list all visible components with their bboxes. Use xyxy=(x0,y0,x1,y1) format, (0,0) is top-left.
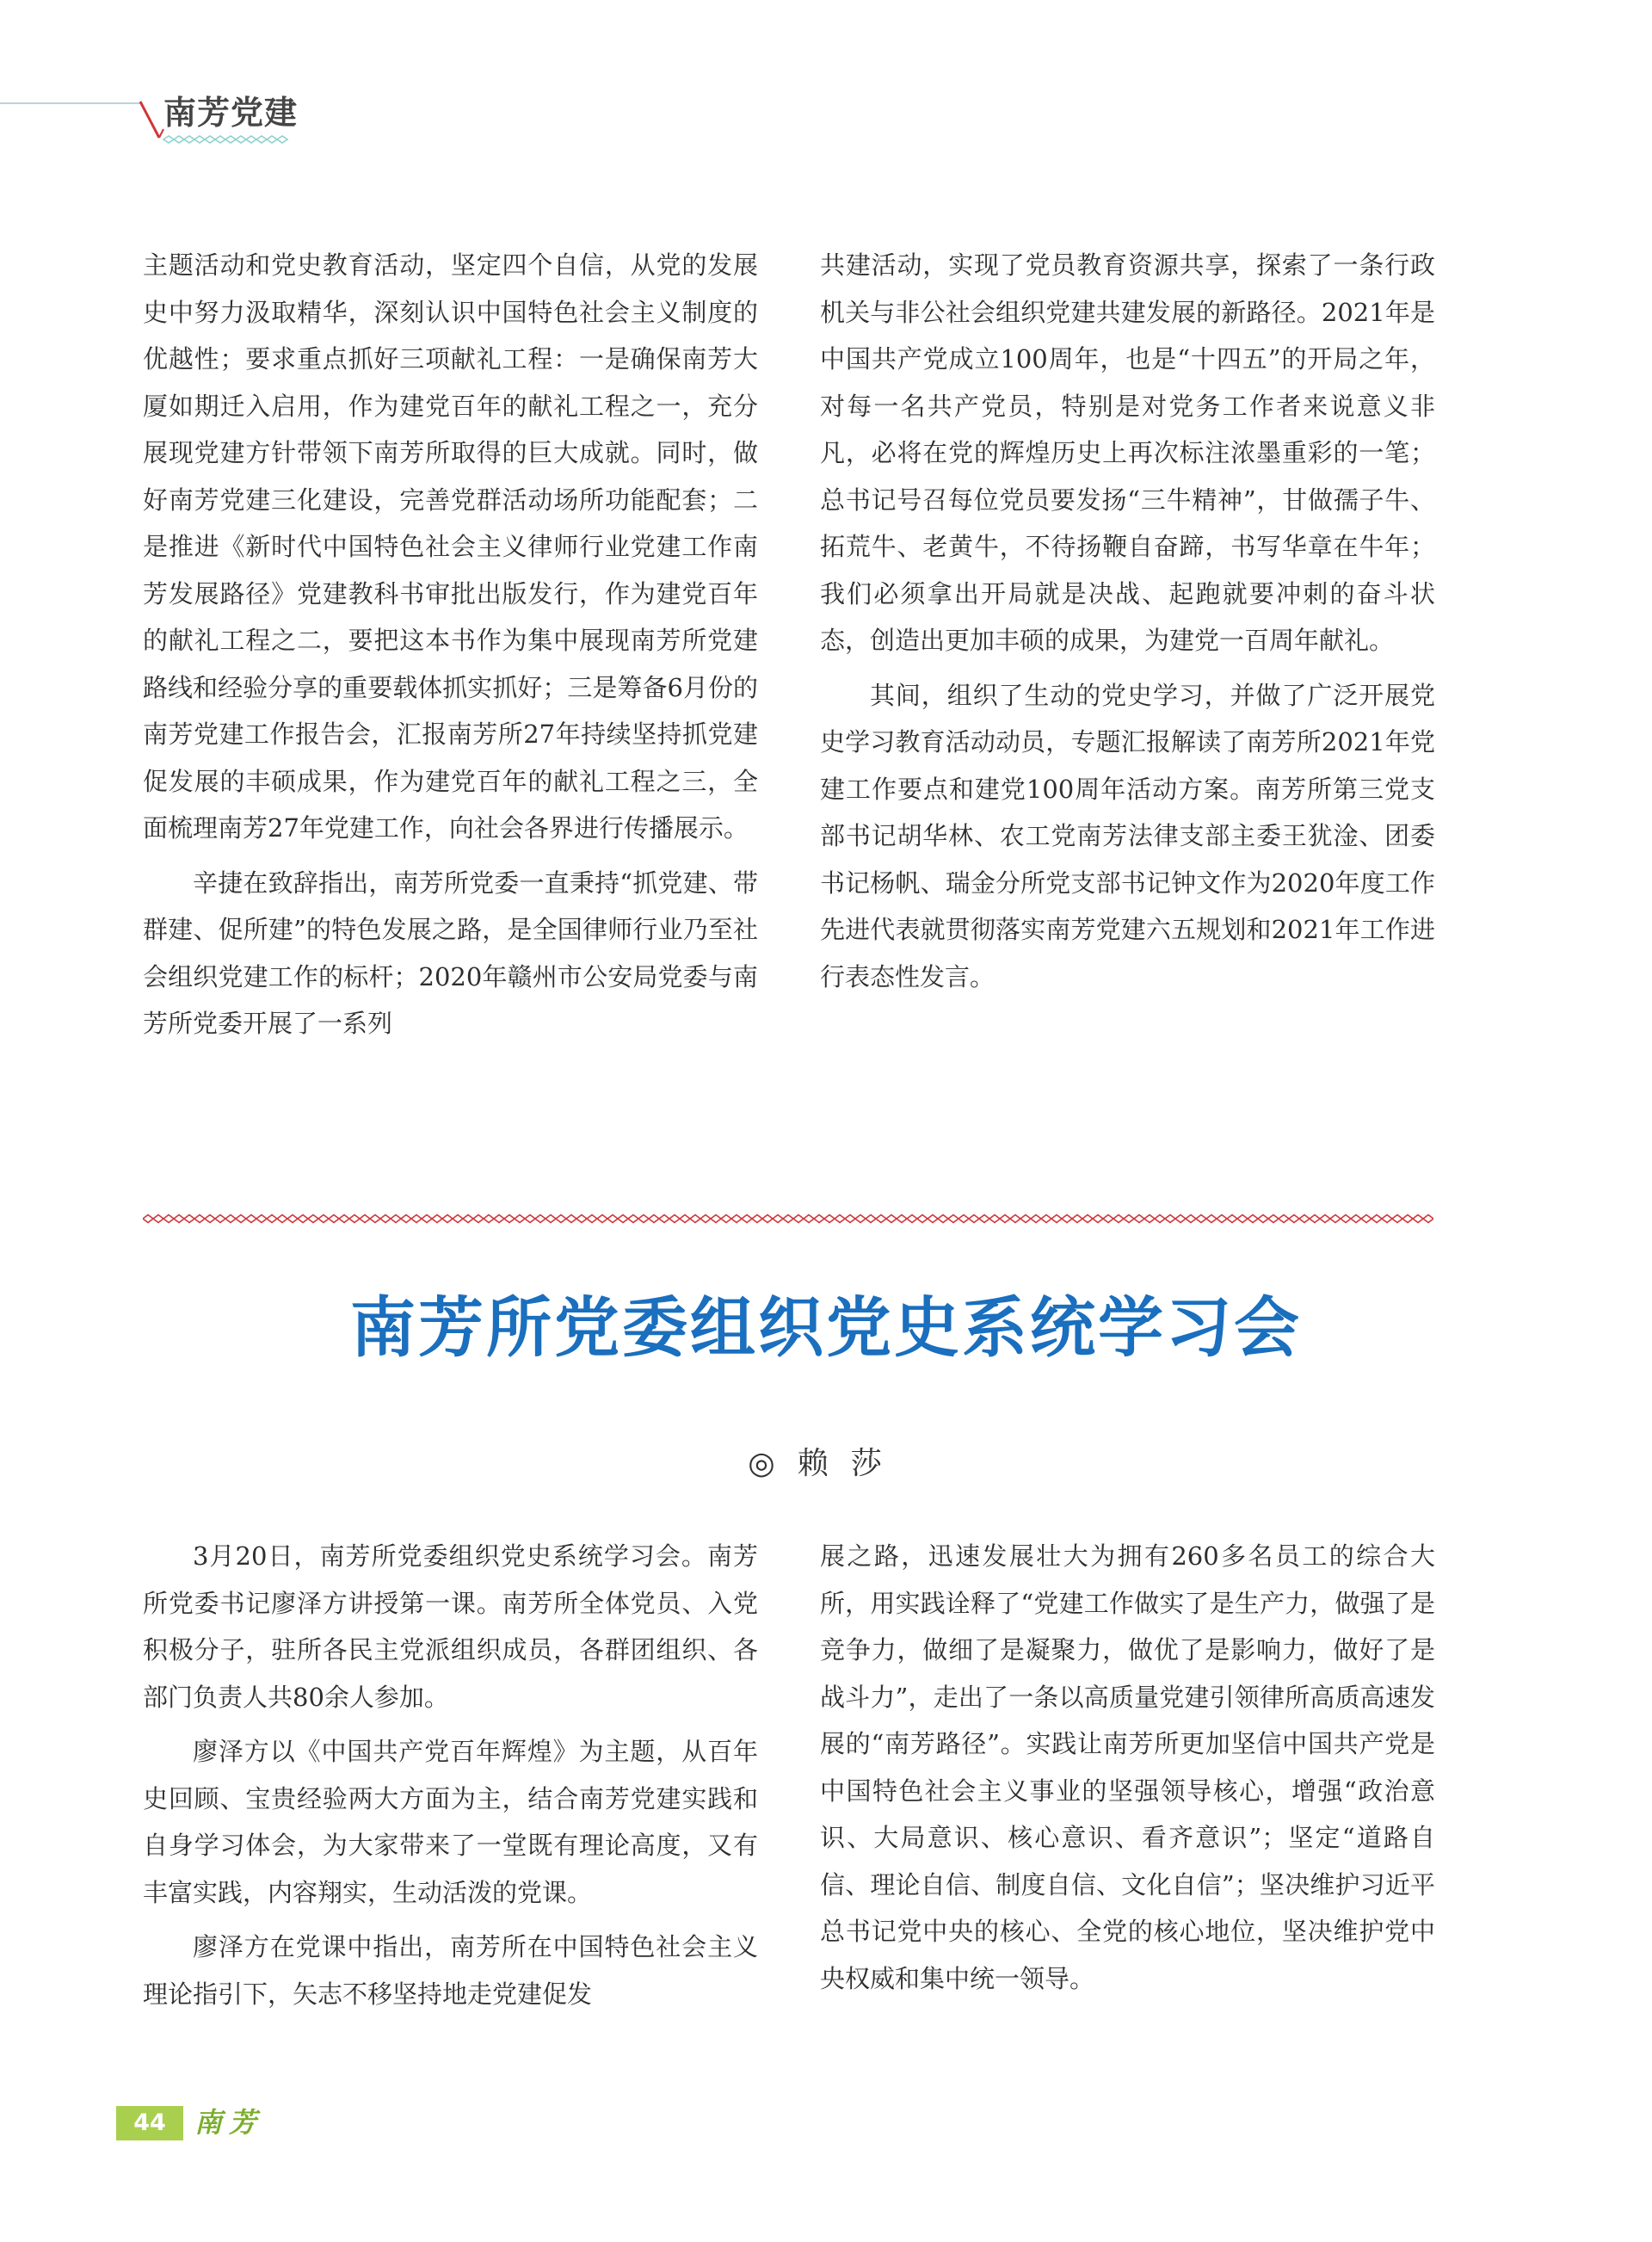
divider-diamond-9 xyxy=(236,1215,246,1223)
divider-diamond-54 xyxy=(700,1215,711,1223)
divider-diamond-87 xyxy=(1041,1215,1051,1223)
divider-diamond-14 xyxy=(287,1215,298,1223)
divider-diamond-77 xyxy=(938,1215,948,1223)
divider-diamond-43 xyxy=(587,1215,597,1223)
divider-diamond-103 xyxy=(1206,1215,1217,1223)
divider-diamond-42 xyxy=(576,1215,587,1223)
divider-diamond-16 xyxy=(308,1215,318,1223)
divider-diamond-108 xyxy=(1258,1215,1268,1223)
divider-diamond-19 xyxy=(339,1215,349,1223)
footer-magazine-name: 南芳 xyxy=(194,2106,264,2139)
divider-diamond-60 xyxy=(762,1215,773,1223)
divider-diamond-111 xyxy=(1289,1215,1299,1223)
divider-diamond-27 xyxy=(422,1215,432,1223)
divider-diamond-122 xyxy=(1402,1215,1413,1223)
divider-diamond-56 xyxy=(721,1215,731,1223)
divider-diamond-88 xyxy=(1051,1215,1062,1223)
divider-diamond-82 xyxy=(989,1215,1000,1223)
article-right-column xyxy=(820,1533,1435,2002)
divider-diamond-46 xyxy=(618,1215,628,1223)
divider-diamond-89 xyxy=(1062,1215,1072,1223)
divider-diamond-37 xyxy=(525,1215,535,1223)
divider-diamond-12 xyxy=(267,1215,277,1223)
divider-diamond-110 xyxy=(1279,1215,1289,1223)
divider-diamond-69 xyxy=(855,1215,866,1223)
divider-diamond-4 xyxy=(184,1215,194,1223)
header-diamond-pattern xyxy=(163,136,287,143)
divider-diamond-124 xyxy=(1423,1215,1433,1223)
byline-mark: ◎ xyxy=(748,1446,798,1481)
divider-diamond-117 xyxy=(1351,1215,1361,1223)
divider-diamond-68 xyxy=(845,1215,855,1223)
divider-diamond-123 xyxy=(1413,1215,1423,1223)
intro-right-paragraph-2: 其间，组织了生动的党史学习，并做了广泛开展党史学习教育活动动员，专题汇报解读了南芳所2021年党建工作要点和建党100周年活动方案。南芳所第三党支部书记胡华林、农工党南芳法律支部主委王犹淦、团委书记杨帆、瑞金分所党支部书记钟文作为2020年度工作先进代表就贯彻落实南芳党建六五规划和2021年工作进行表态性发言。 xyxy=(820,680,1435,991)
divider-diamond-78 xyxy=(948,1215,959,1223)
divider-diamond-73 xyxy=(897,1215,907,1223)
divider-diamond-6 xyxy=(205,1215,215,1223)
divider-diamond-121 xyxy=(1392,1215,1402,1223)
divider-diamond-71 xyxy=(876,1215,886,1223)
header-diamond-10 xyxy=(267,136,277,143)
divider-diamond-52 xyxy=(680,1215,690,1223)
divider-diamond-67 xyxy=(835,1215,845,1223)
divider-diamond-109 xyxy=(1268,1215,1279,1223)
divider-diamond-107 xyxy=(1248,1215,1258,1223)
divider-diamond-36 xyxy=(515,1215,525,1223)
divider-diamond-7 xyxy=(215,1215,225,1223)
intro-left-paragraph-1: 主题活动和党史教育活动，坚定四个自信，从党的发展史中努力汲取精华，深刻认识中国特色社会主义制度的优越性；要求重点抓好三项献礼工程：一是确保南芳大厦如期迁入启用，作为建党百年的献礼工程之一，充分展现党建方针带领下南芳所取得的巨大成就。同时，做好南芳党建三化建设，完善党群活动场所功能配套；二是推进《新时代中国特色社会主义律师行业党建工作南芳发展路径》党建教科书审批出版发行，作为建党百年的献礼工程之二，要把这本书作为集中展现南芳所党建路线和经验分享的重要载体抓实抓好；三是筹备6月份的南芳党建工作报告会，汇报南芳所27年持续坚持抓党建促发展的丰硕成果，作为建党百年的献礼工程之三，全面梳理南芳27年党建工作，向社会各界进行传播展示。 xyxy=(143,250,758,843)
divider-diamond-65 xyxy=(814,1215,824,1223)
divider-diamond-95 xyxy=(1124,1215,1134,1223)
divider-diamond-58 xyxy=(742,1215,752,1223)
divider-diamond-55 xyxy=(711,1215,721,1223)
intro-left-column xyxy=(143,242,758,1047)
divider-diamond-72 xyxy=(886,1215,897,1223)
divider-diamond-25 xyxy=(401,1215,411,1223)
divider-diamond-17 xyxy=(318,1215,329,1223)
divider-diamond-24 xyxy=(391,1215,401,1223)
article-left-paragraph-3: 廖泽方在党课中指出，南芳所在中国特色社会主义理论指引下，矢志不移坚持地走党建促发 xyxy=(143,1932,758,2009)
divider-diamond-13 xyxy=(277,1215,287,1223)
page-header xyxy=(0,0,1652,155)
header-diamond-9 xyxy=(256,136,267,143)
intro-right-paragraph-1: 共建活动，实现了党员教育资源共享，探索了一条行政机关与非公社会组织党建共建发展的新路径。2021年是中国共产党成立100周年，也是“十四五”的开局之年，对每一名共产党员，特别是对党务工作者来说意义非凡，必将在党的辉煌历史上再次标注浓墨重彩的一笔；总书记号召每位党员要发扬“三牛精神”，甘做孺子牛、拓荒牛、老黄牛，不待扬鞭自奋蹄，书写华章在牛年；我们必须拿出开局就是决战、起跑就要冲刺的奋斗状态，创造出更加丰硕的成果，为建党一百周年献礼。 xyxy=(820,250,1435,655)
intro-right-column xyxy=(820,242,1435,1000)
divider-diamond-33 xyxy=(484,1215,494,1223)
section-divider xyxy=(143,1214,1433,1224)
header-diamond-8 xyxy=(246,136,256,143)
divider-diamond-92 xyxy=(1093,1215,1103,1223)
divider-diamond-10 xyxy=(246,1215,256,1223)
divider-diamond-53 xyxy=(690,1215,700,1223)
divider-diamond-96 xyxy=(1134,1215,1144,1223)
divider-diamond-119 xyxy=(1372,1215,1382,1223)
divider-diamond-0 xyxy=(143,1215,153,1223)
divider-diamond-84 xyxy=(1010,1215,1020,1223)
divider-diamond-91 xyxy=(1082,1215,1093,1223)
header-diamond-2 xyxy=(184,136,194,143)
divider-diamond-45 xyxy=(607,1215,618,1223)
divider-diamond-47 xyxy=(628,1215,638,1223)
divider-diamond-86 xyxy=(1031,1215,1041,1223)
divider-diamond-74 xyxy=(907,1215,917,1223)
divider-diamond-64 xyxy=(804,1215,814,1223)
divider-diamond-76 xyxy=(928,1215,938,1223)
divider-diamond-93 xyxy=(1103,1215,1113,1223)
divider-diamond-40 xyxy=(556,1215,566,1223)
divider-diamond-62 xyxy=(783,1215,793,1223)
divider-diamond-114 xyxy=(1320,1215,1330,1223)
divider-diamond-34 xyxy=(494,1215,504,1223)
header-diamond-6 xyxy=(225,136,236,143)
divider-diamond-28 xyxy=(432,1215,442,1223)
header-diamond-4 xyxy=(205,136,215,143)
divider-diamond-39 xyxy=(546,1215,556,1223)
divider-diamond-30 xyxy=(453,1215,463,1223)
article-right-paragraph-1: 展之路，迅速发展壮大为拥有260多名员工的综合大所，用实践诠释了“党建工作做实了是生产力，做强了是竞争力，做细了是凝聚力，做优了是影响力，做好了是战斗力”，走出了一条以高质量党建引领律所高质高速发展的“南芳路径”。实践让南芳所更加坚信中国共产党是中国特色社会主义事业的坚强领导核心，增强“政治意识、大局意识、核心意识、看齐意识”；坚定“道路自信、理论自信、制度自信、文化自信”；坚决维护习近平总书记党中央的核心、全党的核心地位，坚决维护党中央权威和集中统一领导。 xyxy=(820,1541,1435,1993)
divider-diamond-8 xyxy=(225,1215,236,1223)
divider-diamond-83 xyxy=(1000,1215,1010,1223)
divider-diamond-15 xyxy=(298,1215,308,1223)
divider-diamond-106 xyxy=(1237,1215,1248,1223)
divider-diamond-61 xyxy=(773,1215,783,1223)
divider-diamond-102 xyxy=(1196,1215,1206,1223)
divider-diamond-32 xyxy=(473,1215,484,1223)
divider-diamond-101 xyxy=(1186,1215,1196,1223)
divider-diamond-1 xyxy=(153,1215,163,1223)
divider-diamond-3 xyxy=(174,1215,184,1223)
header-diamond-7 xyxy=(236,136,246,143)
divider-diamond-85 xyxy=(1020,1215,1031,1223)
header-red-slash xyxy=(140,102,159,138)
divider-diamond-116 xyxy=(1341,1215,1351,1223)
divider-diamond-2 xyxy=(163,1215,174,1223)
divider-diamond-104 xyxy=(1217,1215,1227,1223)
article-left-paragraph-2: 廖泽方以《中国共产党百年辉煌》为主题，从百年史回顾、宝贵经验两大方面为主，结合南芳党建实践和自身学习体会，为大家带来了一堂既有理论高度，又有丰富实践，内容翔实，生动活泼的党课。 xyxy=(143,1737,758,1907)
divider-diamond-99 xyxy=(1165,1215,1175,1223)
header-diamond-1 xyxy=(174,136,184,143)
author-name: 赖莎 xyxy=(797,1446,904,1481)
divider-diamond-120 xyxy=(1382,1215,1392,1223)
divider-diamond-112 xyxy=(1299,1215,1310,1223)
divider-diamond-81 xyxy=(979,1215,989,1223)
divider-diamond-100 xyxy=(1175,1215,1186,1223)
divider-diamond-51 xyxy=(669,1215,680,1223)
divider-diamond-41 xyxy=(566,1215,576,1223)
divider-diamond-44 xyxy=(597,1215,607,1223)
divider-diamond-31 xyxy=(463,1215,473,1223)
section-title: 南芳党建 xyxy=(163,94,299,132)
divider-diamond-5 xyxy=(194,1215,205,1223)
divider-diamond-70 xyxy=(866,1215,876,1223)
divider-diamond-75 xyxy=(917,1215,928,1223)
divider-diamond-22 xyxy=(370,1215,380,1223)
divider-diamond-35 xyxy=(504,1215,515,1223)
divider-diamond-66 xyxy=(824,1215,835,1223)
divider-diamond-105 xyxy=(1227,1215,1237,1223)
divider-diamond-57 xyxy=(731,1215,742,1223)
divider-diamond-50 xyxy=(659,1215,669,1223)
divider-diamond-29 xyxy=(442,1215,453,1223)
divider-diamond-38 xyxy=(535,1215,546,1223)
divider-diamond-48 xyxy=(638,1215,649,1223)
divider-diamond-79 xyxy=(959,1215,969,1223)
divider-diamond-115 xyxy=(1330,1215,1341,1223)
byline xyxy=(0,1444,1652,1484)
article-title: 南芳所党委组织党史系统学习会 xyxy=(350,1289,1302,1366)
article-left-paragraph-1: 3月20日，南芳所党委组织党史系统学习会。南芳所党委书记廖泽方讲授第一课。南芳所全体党员、入党积极分子，驻所各民主党派组织成员，各群团组织、各部门负责人共80余人参加。 xyxy=(143,1541,758,1712)
divider-diamond-49 xyxy=(649,1215,659,1223)
header-diamond-0 xyxy=(163,136,174,143)
divider-diamond-59 xyxy=(752,1215,762,1223)
header-diamond-3 xyxy=(194,136,205,143)
header-diamond-5 xyxy=(215,136,225,143)
divider-diamond-113 xyxy=(1310,1215,1320,1223)
intro-left-paragraph-2: 辛捷在致辞指出，南芳所党委一直秉持“抓党建、带群建、促所建”的特色发展之路，是全国律师行业乃至社会组织党建工作的标杆；2020年赣州市公安局党委与南芳所党委开展了一系列 xyxy=(143,868,758,1038)
article-left-column xyxy=(143,1533,758,2017)
divider-diamond-26 xyxy=(411,1215,422,1223)
divider-diamond-18 xyxy=(329,1215,339,1223)
divider-diamond-63 xyxy=(793,1215,804,1223)
page-number: 44 xyxy=(116,2106,183,2140)
divider-diamond-97 xyxy=(1144,1215,1155,1223)
divider-diamond-118 xyxy=(1361,1215,1372,1223)
divider-diamond-21 xyxy=(360,1215,370,1223)
divider-diamond-98 xyxy=(1155,1215,1165,1223)
divider-diamond-11 xyxy=(256,1215,267,1223)
divider-diamond-23 xyxy=(380,1215,391,1223)
divider-diamond-20 xyxy=(349,1215,360,1223)
divider-diamond-80 xyxy=(969,1215,979,1223)
divider-diamond-90 xyxy=(1072,1215,1082,1223)
header-diamond-11 xyxy=(277,136,287,143)
divider-diamond-94 xyxy=(1113,1215,1124,1223)
